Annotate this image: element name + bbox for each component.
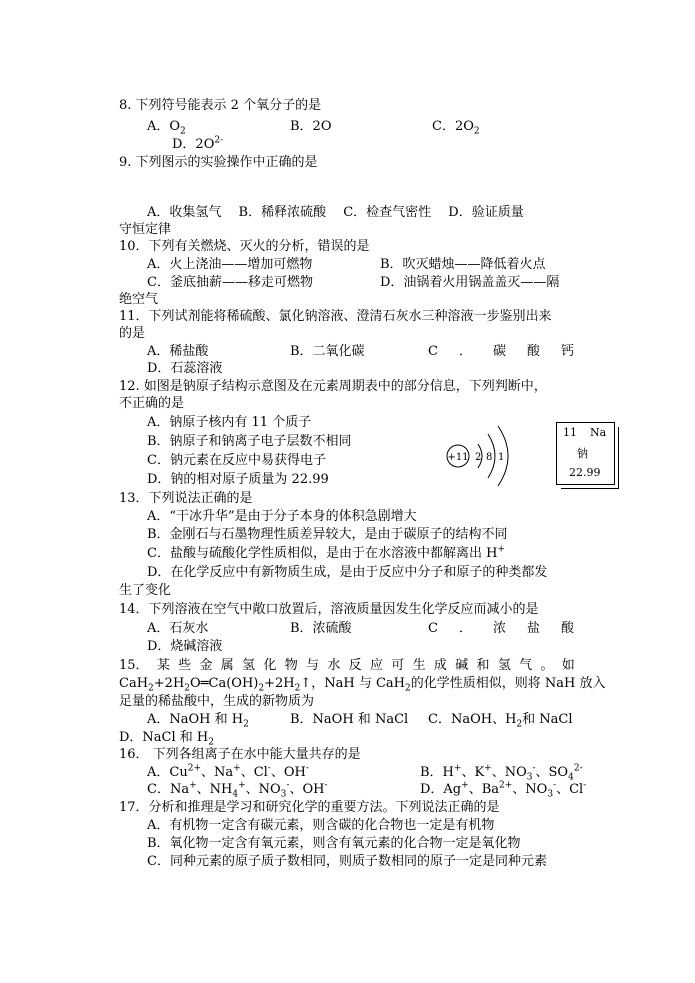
q11-option-a: A．稀盐酸 bbox=[147, 344, 209, 359]
sodium-atom-diagram bbox=[440, 420, 530, 490]
q14-option-a: A．石灰水 bbox=[147, 621, 209, 636]
q13-option-a: A．“干冰升华”是由于分子本身的体积急剧增大 bbox=[147, 509, 417, 524]
q10-option-d: D．油锅着火用锅盖盖灭——隔 bbox=[380, 275, 560, 290]
q12-stem: 12. 如图是钠原子结构示意图及在元素周期表中的部分信息，下列判断中， bbox=[119, 379, 547, 394]
q10-option-c: C．釜底抽薪——移走可燃物 bbox=[147, 275, 313, 290]
q15-option-d: D．NaCl 和 $H_2$ bbox=[119, 730, 214, 748]
q17-option-c: C．同种元素的原子质子数相同，则质子数相同的原子一定是同种元素 bbox=[147, 854, 547, 869]
q12-option-c: C．钠元素在反应中易获得电子 bbox=[147, 453, 326, 468]
q16-option-d: D．Ag+、$Ba^{2+}$、$NO_3^-$、Cl- bbox=[420, 780, 587, 800]
q11-option-c: C ． 碳 酸 钙 bbox=[428, 344, 574, 359]
q9-stem: 9. 下列图示的实验操作中正确的是 bbox=[119, 155, 318, 170]
atom-nucleus-label: +11 bbox=[447, 452, 469, 463]
q8-option-a: A．$O_2$ bbox=[147, 119, 186, 137]
q12-wrap: 不正确的是 bbox=[119, 396, 185, 411]
q10-option-b: B．吹灭蜡烛——降低着火点 bbox=[380, 257, 546, 272]
q16-option-a: A．$Cu^{2+}$、Na+、Cl-、OH- bbox=[147, 763, 309, 780]
q15-stem: 15． 某 些 金 属 氢 化 物 与 水 反 应 可 生 成 碱 和 氢 气 。 如 bbox=[119, 658, 575, 673]
q14-stem: 14．下列溶液在空气中敞口放置后，溶液质量因发生化学反应而减小的是 bbox=[119, 602, 539, 617]
q14-option-d: D．烧碱溶液 bbox=[147, 639, 223, 654]
q13-wrap: 生了变化 bbox=[119, 583, 172, 598]
q8-stem: 8. 下列符号能表示 2 个氧分子的是 bbox=[119, 98, 322, 113]
q9-wrap: 守恒定律 bbox=[119, 222, 172, 237]
q15-equation: $CaH_2+2H_2O═Ca(OH)_2+2H_2↑$，NaH 与 CaH$_2$的化学性质相似，则将 NaH 放入 bbox=[119, 676, 606, 694]
q17-option-b: B．氧化物一定含有氧元素，则含有氧元素的化合物一定是氧化物 bbox=[147, 836, 521, 851]
q10-option-a: A．火上浇油——增加可燃物 bbox=[147, 257, 313, 272]
q11-option-d: D．石蕊溶液 bbox=[147, 361, 223, 376]
q15-wrap: 足量的稀盐酸中，生成的新物质为 bbox=[119, 694, 315, 709]
atom-shell-1-count: 2 bbox=[475, 452, 482, 463]
q11-stem: 11．下列试剂能将稀硫酸、氯化钠溶液、澄清石灰水三种溶液一步鉴别出来 bbox=[119, 309, 552, 324]
q13-option-c: C．盐酸与硫酸化学性质相似，是由于在水溶液中都解离出 H+ bbox=[147, 544, 505, 561]
atomic-number: 11 bbox=[563, 426, 577, 439]
atom-shell-3-count: 1 bbox=[498, 452, 505, 463]
q8-option-b: B．2O bbox=[290, 119, 332, 134]
q12-option-d: D．钠的相对原子质量为 22.99 bbox=[147, 472, 329, 487]
q9-options: A．收集氢气 B．稀释浓硫酸 C．检查气密性 D．验证质量 bbox=[147, 205, 524, 220]
q13-option-d: D．在化学反应中有新物质生成，是由于反应中分子和原子的种类都发 bbox=[147, 565, 548, 580]
q8-option-c: C．$2O_2$ bbox=[432, 119, 480, 137]
atom-shell-2-count: 8 bbox=[486, 452, 493, 463]
q16-stem: 16． 下列各组离子在水中能大量共存的是 bbox=[119, 747, 361, 762]
q15-option-c: C．NaOH、$H_2$和 NaCl bbox=[428, 712, 573, 730]
q12-option-b: B．钠原子和钠离子电子层数不相同 bbox=[147, 434, 352, 449]
q11-wrap: 的是 bbox=[119, 326, 146, 341]
element-name: 钠 bbox=[577, 447, 588, 460]
q8-option-d: D．$2O^{2-}$ bbox=[172, 135, 224, 152]
q10-wrap: 绝空气 bbox=[119, 292, 159, 307]
q13-option-b: B．金刚石与石墨物理性质差异较大，是由于碳原子的结构不同 bbox=[147, 527, 508, 542]
q17-stem: 17．分析和推理是学习和研究化学的重要方法。下列说法正确的是 bbox=[119, 800, 500, 815]
q13-stem: 13．下列说法正确的是 bbox=[119, 491, 253, 506]
q14-option-b: B．浓硫酸 bbox=[290, 621, 352, 636]
q15-option-b: B．NaOH 和 NaCl bbox=[290, 712, 409, 727]
element-symbol: Na bbox=[590, 426, 607, 439]
q14-option-c: C ． 浓 盐 酸 bbox=[428, 621, 574, 636]
periodic-table-cell bbox=[556, 422, 615, 485]
q15-option-a: A．NaOH 和 $H_2$ bbox=[147, 712, 249, 730]
q10-stem: 10．下列有关燃烧、灭火的分析，错误的是 bbox=[119, 239, 370, 254]
q11-option-b: B．二氧化碳 bbox=[290, 344, 365, 359]
q17-option-a: A．有机物一定含有碳元素，则含碳的化合物也一定是有机物 bbox=[147, 818, 495, 833]
q16-option-b: B．H+、K+、$NO_3^-$、$SO_4^{2-}$ bbox=[420, 763, 583, 783]
atomic-mass: 22.99 bbox=[569, 466, 601, 479]
q16-option-c: C．Na+、$NH_4^+$、$NO_3^-$、OH- bbox=[147, 780, 328, 800]
q12-option-a: A．钠原子核内有 11 个质子 bbox=[147, 415, 312, 430]
